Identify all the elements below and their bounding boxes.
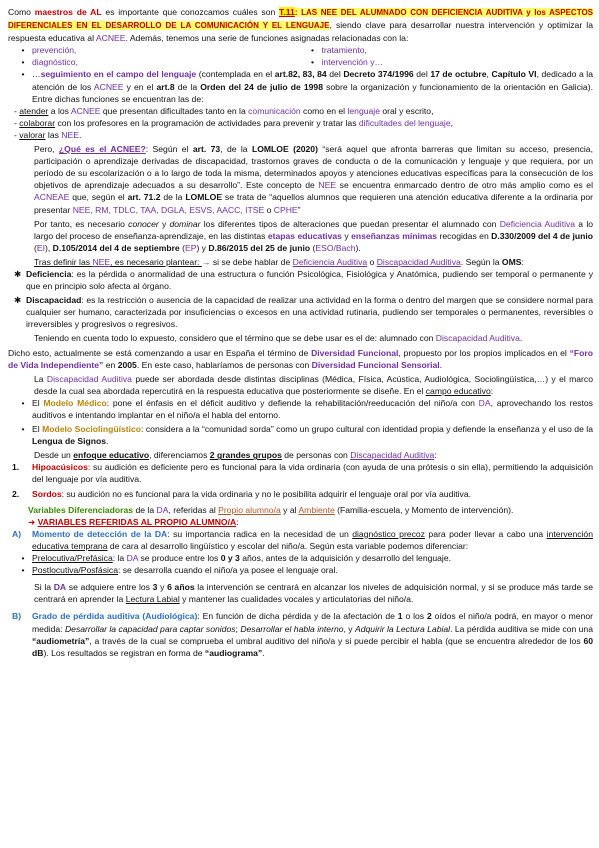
text-run: y (158, 218, 170, 229)
conclusion-paragraph (8, 332, 593, 344)
list-item (304, 44, 594, 56)
intervencion-paragraph (8, 581, 593, 605)
star-icon: ✱ (14, 268, 22, 279)
text-run: Decreto 374/1996 (343, 69, 414, 80)
text-run: (Familia-escuela, y Momento de intervención). (334, 504, 514, 515)
topic-number: T.11 (279, 7, 295, 17)
text-run: Grado de pérdida auditiva (Audiológica) (32, 611, 198, 622)
text-run: seguimiento en el campo del (40, 69, 162, 80)
text-run: la intervención se centrará en alcanzar los niveles de adquisición normal, y si se produce más tarde se centrará en aprender la (34, 582, 594, 605)
text-run: “será aquel que afronta barreras que limitan su acceso, presencia, participación o aprendizaje derivadas de discapacidad, trastornos graves de conducta o de la comunicación y lenguaje y que requiera, por un período de su escolarización o a lo largo de toda la misma, determinados apoyos y atenciones educativas específicas para la consecución de los objetivos de aprendizaje adecuados a su desarrollo”. Este concepto de (34, 144, 593, 191)
list-item (8, 564, 593, 576)
text-run: enseñanzas mínimas (351, 230, 438, 241)
text-run: LOMLOE (2020) (251, 144, 318, 155)
text-run: 60 dB (32, 635, 593, 658)
text-run: a los (48, 105, 71, 116)
text-run: etapas educativas (267, 230, 342, 241)
text-run: , aprovechando los restos auditivos e intentando implantar en el niño/a el habla del entorno. (32, 397, 593, 420)
text-run: y (157, 582, 168, 593)
text-run: : es la pérdida o anormalidad de una estructura o función Psicológica, Fisiológica y Anatómica, pudiendo ser temporal o permanente y que en principio solo afecta al órgano. (26, 268, 593, 292)
text-run: D.86/2015 del 25 de junio (208, 242, 311, 253)
text-run: : se desarrolla cuando el niño/a ya posee el lenguaje oral. (117, 565, 338, 576)
bullet-icon: • (21, 397, 25, 408)
topic-title: : LAS NEE DEL ALUMNADO CON DEFICIENCIA AUDITIVA y los ASPECTOS DIFERENCIALES EN EL DESARROLLO DE LA COMUNICACIÓN Y EL LENGUAJE (8, 8, 594, 31)
text-run: si se debe hablar de (210, 256, 293, 267)
text-run: ESO/Bach (315, 242, 356, 253)
text-run: D.105/2014 del 4 de septiembre (52, 242, 180, 253)
text-run: Adquirir la Lectura Labial (355, 623, 451, 634)
text-run: de cara al desarrollo lingüístico y escolar del niño/a. Según esta variable podemos diferenciar: (107, 540, 469, 551)
text-run: Discapacidad (26, 295, 82, 306)
text-run: oral y escrito, (379, 105, 434, 116)
text-run: : (490, 385, 494, 396)
text-run: ( (34, 242, 37, 253)
text-run: y mantener las cualidades vocales y articulatorias del niño/a. (179, 594, 414, 605)
text-run: de la (133, 504, 157, 515)
text-run: se produce entre los (138, 553, 221, 564)
bullet-icon: • (21, 45, 25, 56)
list-item: - valorar las NEE. (14, 129, 82, 140)
text-run: y (341, 230, 352, 241)
bullet-icon: • (21, 424, 25, 435)
text-run: las (45, 129, 62, 140)
text-run (32, 488, 593, 500)
text-run: intervención educativa temprana (32, 528, 593, 551)
text-run: 1 (397, 611, 403, 622)
list-item (8, 488, 593, 500)
text-run: → (201, 256, 211, 267)
text-run: art.8 (156, 81, 175, 92)
grupos-paragraph (8, 449, 593, 461)
text-run: Dicho esto, actualmente se está comenzando a usar en España el término de (8, 347, 312, 358)
text-run: como en el (300, 105, 348, 116)
text-run: Ambiente (298, 504, 335, 515)
text-run: comunicación (248, 105, 301, 116)
text-run: de la (174, 81, 201, 92)
text-run: Diversidad Funcional Sensorial (311, 359, 440, 370)
bullet-icon: • (310, 45, 314, 56)
text-run: . (519, 333, 523, 344)
text-run (304, 44, 594, 68)
text-run: 2 grandes grupos (209, 450, 282, 461)
text-run: , (486, 69, 492, 80)
text-run: oídos el niño/a podrá, en mayor o menor medida: (32, 611, 593, 634)
text-run: Discapacidad Auditiva (46, 373, 132, 384)
text-run: . (262, 647, 265, 658)
text-run: 2 (427, 611, 432, 622)
text-run: ➜ (28, 516, 38, 527)
text-run: “audiograma” (204, 647, 263, 658)
bullet-icon: • (21, 565, 25, 576)
text-run: “Foro de Vida Independiente” (8, 347, 593, 370)
text-run: en (103, 359, 118, 370)
text-run: , es necesario plantear: (110, 256, 202, 267)
text-run: años, antes de la adquisición y desarrollo del lenguaje. (239, 553, 452, 564)
text-run: : la (112, 553, 127, 564)
list-item (304, 56, 594, 68)
variables-paragraph (8, 504, 593, 516)
text-run: o (367, 256, 377, 267)
text-run: campo educativo (425, 385, 491, 396)
text-run: : pone el énfasis en el déficit auditivo y defiende la rehabilitación/reeducación del niño/a con (106, 397, 479, 408)
intro-paragraph (8, 6, 593, 44)
text-run: Desde un (34, 450, 74, 461)
text-run: Diversidad Funcional (311, 347, 399, 358)
text-run: tratamiento, (321, 45, 367, 56)
text-run: intervención y… (321, 57, 384, 68)
text-run: lenguaje (161, 69, 197, 80)
text-run: , referidas al (168, 504, 219, 515)
text-run: EP (184, 242, 197, 253)
text-run: … (32, 69, 41, 80)
text-run: de la (160, 192, 186, 203)
text-run: ” (297, 204, 301, 215)
text-run: Propio alumno/a (218, 504, 281, 515)
text-run: El (32, 397, 44, 408)
text-run: Modelo Médico (43, 397, 107, 408)
text-run: para poder llevar a cabo una (424, 528, 547, 539)
text-run: NEE, RM, TDLC, TAA, DGLA, ESVS, AACC, ITSE (72, 204, 265, 215)
text-run: enfoque educativo (73, 450, 150, 461)
text-run: ACNEE (93, 81, 124, 92)
text-run: o los (402, 611, 427, 622)
text-run: ). Los resultados se registran en forma de (43, 647, 205, 658)
list-item (8, 552, 593, 564)
text-run (32, 461, 593, 485)
text-run: ). (355, 242, 361, 253)
bullet-icon: • (21, 69, 25, 80)
text-run (14, 44, 304, 68)
text-run: del (413, 69, 431, 80)
text-run: ( (179, 242, 185, 253)
text-run: : (521, 256, 524, 267)
oms-paragraph (8, 256, 593, 268)
text-run: los diferentes tipos de alteraciones que puedan presentar el alumnado con (200, 218, 500, 229)
text-run (32, 564, 593, 576)
list-item (14, 56, 304, 68)
text-run: atender (19, 105, 49, 116)
text-run: Modelo Sociolingüístico (42, 424, 142, 435)
text-run: o (264, 204, 274, 215)
text-run (32, 552, 593, 564)
functions-list (8, 44, 593, 68)
section-b (8, 610, 593, 658)
text-run: a lo largo del proceso de enseñanza-aprendizaje, en las distintas (34, 218, 594, 241)
text-run: , diferenciamos (149, 450, 210, 461)
text: . Además, tenemos una serie de funciones asignadas relacionadas con la: (125, 33, 409, 44)
text-run: Orden del 24 de julio de 1998 (200, 81, 323, 92)
text-run: , de la (220, 144, 252, 155)
text-run: diagnóstico, (32, 57, 78, 68)
text-run: 6 años (167, 582, 195, 593)
text-run: , a través de la cual se comprueba el umbral auditivo del niño/a y si puede percibir el habla (que se encuentra alrededor de los (89, 635, 584, 646)
text-run: valorar (19, 129, 46, 140)
text-run: Si la (34, 582, 54, 593)
list-item (8, 68, 593, 104)
text-run: La (34, 373, 47, 384)
text-run: NEE (318, 180, 337, 191)
text-run: Desarrollar la capacidad para captar sonidos (64, 623, 236, 634)
text-run: , dedicado a la atención de los (32, 69, 593, 92)
text-run: lenguaje (347, 105, 380, 116)
text-run: OMS (501, 256, 522, 267)
text-run: : En función de dicha pérdida y de la afectación de (197, 611, 398, 622)
document-page (8, 6, 593, 659)
text-run (26, 268, 593, 292)
text-run: sobre la organización y funcionamiento de la orientación en Galicia). Entre dichas funciones se encuentran las de: (32, 81, 593, 104)
text-run: Desarrollar el habla interno (240, 623, 344, 634)
text-run: Discapacidad Auditiva (435, 333, 520, 344)
text-run: D.330/2009 del 4 de junio (491, 230, 594, 241)
bullet-icon: • (21, 553, 25, 564)
text-run: se encuentra enmarcado dentro de otro más amplio como es el (336, 180, 593, 191)
text-run: : es la restricción o ausencia de la capacidad de realizar una actividad en la forma o dentro del margen que se considere normal para cualquier ser humano, caracterizada por insuficiencias o excesos en una actividad rutinaria, pudiendo ser temporales o permanentes, reversibles o irreversibles y progresivos o regresivos. (26, 295, 593, 330)
text-run: Por tanto, es necesario (34, 218, 129, 229)
text-run: , propuesto por los propios implicados en el (398, 347, 570, 358)
text-run (32, 610, 593, 658)
acnee-definition-paragraph (8, 143, 593, 216)
disciplinas-paragraph (8, 373, 593, 397)
text-run: . En este caso, hablaríamos de personas con (136, 359, 312, 370)
text-run: . Según la (460, 256, 502, 267)
text-run: : su audición no es funcional para la vida ordinaria y no le posibilita adquirir el lenguaje oral por vía auditiva. (61, 488, 472, 499)
text-run: “audiometría” (32, 635, 90, 646)
diversidad-paragraph (8, 347, 593, 371)
bullet-icon: • (21, 57, 25, 68)
text-run: : (434, 450, 437, 461)
text-run: y en el (123, 81, 157, 92)
text-run: LOMLOE (185, 192, 223, 203)
text-run: . La pérdida auditiva se mide con una (450, 623, 593, 634)
list-item (14, 44, 304, 56)
text-run: DA (478, 397, 491, 408)
functions-detail-list (8, 105, 593, 141)
text-run: , y (343, 623, 355, 634)
text-run: . (78, 129, 82, 140)
text-run: DA (53, 582, 67, 593)
text-run: Teniendo en cuenta todo lo expuesto, considero que el término que se debe usar es el de: alumnado con (34, 333, 436, 344)
text-run: B) (12, 611, 22, 622)
text-run: . (439, 359, 443, 370)
text-run: art. 73 (192, 144, 221, 155)
text-run: : considera a la “comunidad sorda” como un grupo cultural con identidad propia y defiende la enseñanza y el uso de la (141, 424, 593, 435)
text-run: : Según el (145, 144, 193, 155)
text-run: Deficiencia Auditiva (292, 256, 368, 267)
text-run: 3 (152, 582, 158, 593)
section-heading (8, 516, 593, 528)
text-run: prevención, (32, 45, 77, 56)
text-run (26, 294, 593, 330)
text-run: Discapacidad Auditiva (376, 256, 461, 267)
list-item: - atender a los ACNEE que presentan dificultades tanto en la comunicación como en el lenguaje oral y escrito, (14, 105, 434, 116)
text-run: con los profesores en la programación de actividades para prevenir y tratar las (55, 117, 359, 128)
alteraciones-paragraph (8, 218, 593, 254)
text-run: EI (36, 242, 45, 253)
text-run: dominar (169, 218, 201, 229)
text-run: 2005 (117, 359, 137, 370)
text-run (32, 397, 593, 421)
text-run: que presentan dificultades tanto en la (100, 105, 249, 116)
text: es importante que conozcamos cuáles son (101, 7, 280, 17)
star-icon: ✱ (14, 295, 22, 306)
text-highlight: maestros de AL (34, 7, 102, 17)
text-run: art. 71.2 (127, 192, 161, 203)
list-item (8, 397, 593, 421)
list-item (8, 461, 593, 485)
text-run: diagnóstico precoz (352, 528, 425, 539)
text-run: 0 y 3 (220, 553, 240, 564)
text-run: puede ser abordada desde distintas disciplinas (Médica, Física, Acústica, Audiológica, Sociolingüística,…) y el marco desde la cual sea abordada repercutirá en la respuesta educativa que posteriormente se diseñe. En el (34, 373, 593, 396)
text-run: ACNEE (70, 105, 101, 116)
list-item (8, 423, 593, 447)
text-run: Variables Diferenciadoras (28, 504, 134, 515)
text-run: 2. (12, 488, 20, 499)
text-run: conocer (128, 218, 159, 229)
text-run: ) y (196, 242, 209, 253)
text-run: Sordos (32, 488, 62, 499)
text-run (32, 423, 593, 447)
text-run: Deficiencia Auditiva (499, 218, 576, 229)
text-run: y al (280, 504, 299, 515)
text-run: : su importancia radica en la necesidad de un (167, 528, 353, 539)
text-run: Hipoacúsicos (32, 462, 88, 473)
text-run: Lengua de Signos (32, 436, 107, 447)
list-item: - colaborar con los profesores en la programación de actividades para prevenir y tratar las dificultades del lenguaje, (14, 117, 454, 128)
text-run: se adquiere entre los (66, 582, 153, 593)
text-run: ; (235, 623, 241, 634)
text-run: art.82, 83, 84 (274, 69, 327, 80)
text-run: Prelocutiva/Prefásica (32, 553, 113, 564)
text-run: 17 de octubre (430, 69, 487, 80)
text-run: (contemplada en el (196, 69, 275, 80)
text-run: colaborar (19, 117, 56, 128)
text-run: CPHE (273, 204, 298, 215)
text-run (32, 528, 593, 552)
text-run: que, según el (69, 192, 128, 203)
text-run: , (450, 117, 454, 128)
section-a (8, 528, 593, 552)
text-run: 1. (12, 462, 20, 473)
bullet-icon: • (310, 57, 314, 68)
text-run: : (236, 516, 239, 527)
text-run: ( (310, 242, 316, 253)
text-run: El (32, 424, 43, 435)
text-run: NEE (61, 129, 79, 140)
text-run: Capítulo VI (491, 69, 537, 80)
text-run: NEE (92, 256, 111, 267)
text-run: DA (156, 504, 169, 515)
text-run: : su audición es deficiente pero es funcional para la vida ordinaria (con ayuda de una prótesis o sin ella), permitiendo la adquisición del lenguaje por vía auditiva. (32, 462, 593, 485)
text-run: Pero, (34, 144, 59, 155)
text-run: Discapacidad Auditiva (350, 450, 435, 461)
text-run: A) (12, 528, 22, 539)
text-run: VARIABLES REFERIDAS AL PROPIO ALUMNO/A (37, 516, 237, 527)
text-run: ¿Qué es el ACNEE? (58, 144, 146, 155)
text-run: del (326, 69, 344, 80)
definition-discapacidad (8, 294, 593, 330)
text-run: Postlocutiva/Posfásica (32, 565, 118, 576)
text-run: DA (126, 553, 139, 564)
text: Como (8, 7, 35, 17)
text-run: ), (45, 242, 53, 253)
text-run: de personas con (281, 450, 351, 461)
text-run: Deficiencia (26, 268, 72, 279)
text-highlight: ACNEE (95, 33, 126, 44)
definition-deficiencia (8, 268, 593, 292)
text-run: Lectura Labial (125, 594, 180, 605)
text-run: dificultades del lenguaje (358, 117, 451, 128)
text: , siendo clave para desarrollar nuestra intervención y optimizar la respuesta educativa al (8, 20, 593, 44)
text-run: . (106, 436, 109, 447)
text-run: ACNEAE (34, 192, 70, 203)
seguimiento-paragraph (32, 68, 593, 104)
text-run: se trata de “aquellos alumnos que requieren una atención educativa diferente a la ordinaria por presentar (34, 192, 593, 215)
text-run: Tras definir las (34, 256, 93, 267)
text-run: Momento de detección de la DA (32, 528, 168, 539)
text-run: recogidas en (437, 230, 492, 241)
